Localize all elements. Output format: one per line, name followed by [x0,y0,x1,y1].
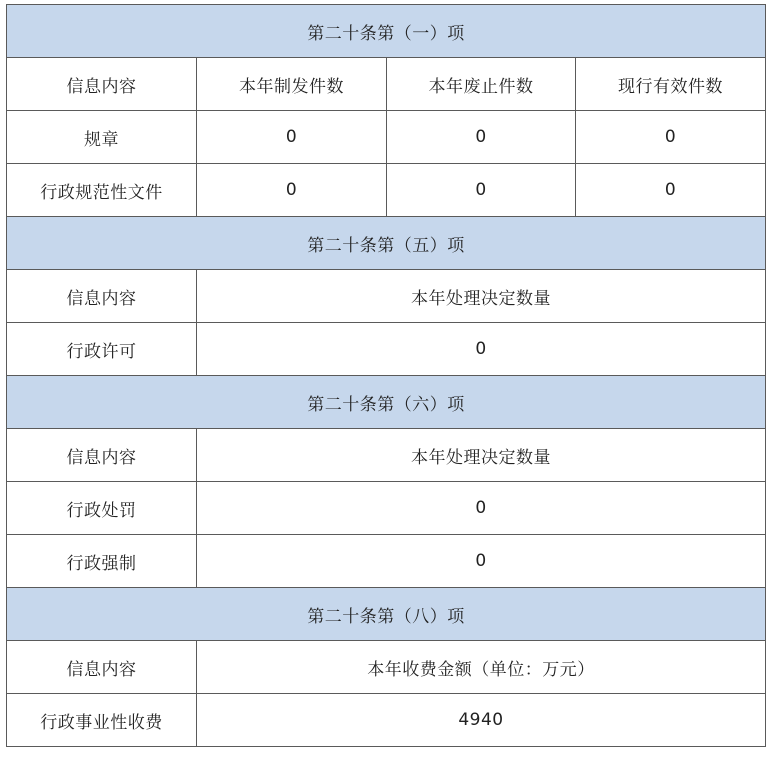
section-title-1: 第二十条第（一）项 [7,5,766,58]
column-header-info: 信息内容 [7,270,197,323]
disclosure-table [6,4,766,747]
row-label: 行政事业性收费 [7,694,197,747]
cell-value: 0 [576,111,766,164]
column-header-decisions: 本年处理决定数量 [197,270,766,323]
column-header-valid: 现行有效件数 [576,58,766,111]
cell-value: 0 [197,111,387,164]
row-label: 行政处罚 [7,482,197,535]
cell-value: 0 [387,164,576,217]
cell-value: 0 [197,164,387,217]
column-header-row [7,641,766,694]
cell-value: 0 [197,482,766,535]
cell-value: 0 [197,323,766,376]
section-header-row [7,588,766,641]
table-row [7,694,766,747]
cell-value: 0 [197,535,766,588]
table-row [7,323,766,376]
column-header-row [7,429,766,482]
table-row [7,164,766,217]
row-label: 行政许可 [7,323,197,376]
cell-value: 0 [576,164,766,217]
column-header-issued: 本年制发件数 [197,58,387,111]
row-label: 行政强制 [7,535,197,588]
column-header-fees: 本年收费金额（单位：万元） [197,641,766,694]
table-row [7,535,766,588]
section-title-6: 第二十条第（六）项 [7,376,766,429]
section-header-row [7,217,766,270]
column-header-info: 信息内容 [7,641,197,694]
row-label: 规章 [7,111,197,164]
table-row [7,111,766,164]
table-row [7,482,766,535]
row-label: 行政规范性文件 [7,164,197,217]
column-header-row [7,270,766,323]
disclosure-table-container [6,4,765,747]
column-header-decisions: 本年处理决定数量 [197,429,766,482]
cell-value: 4940 [197,694,766,747]
section-title-8: 第二十条第（八）项 [7,588,766,641]
column-header-info: 信息内容 [7,58,197,111]
column-header-row [7,58,766,111]
section-header-row [7,376,766,429]
cell-value: 0 [387,111,576,164]
section-header-row [7,5,766,58]
section-title-5: 第二十条第（五）项 [7,217,766,270]
column-header-info: 信息内容 [7,429,197,482]
column-header-repealed: 本年废止件数 [387,58,576,111]
